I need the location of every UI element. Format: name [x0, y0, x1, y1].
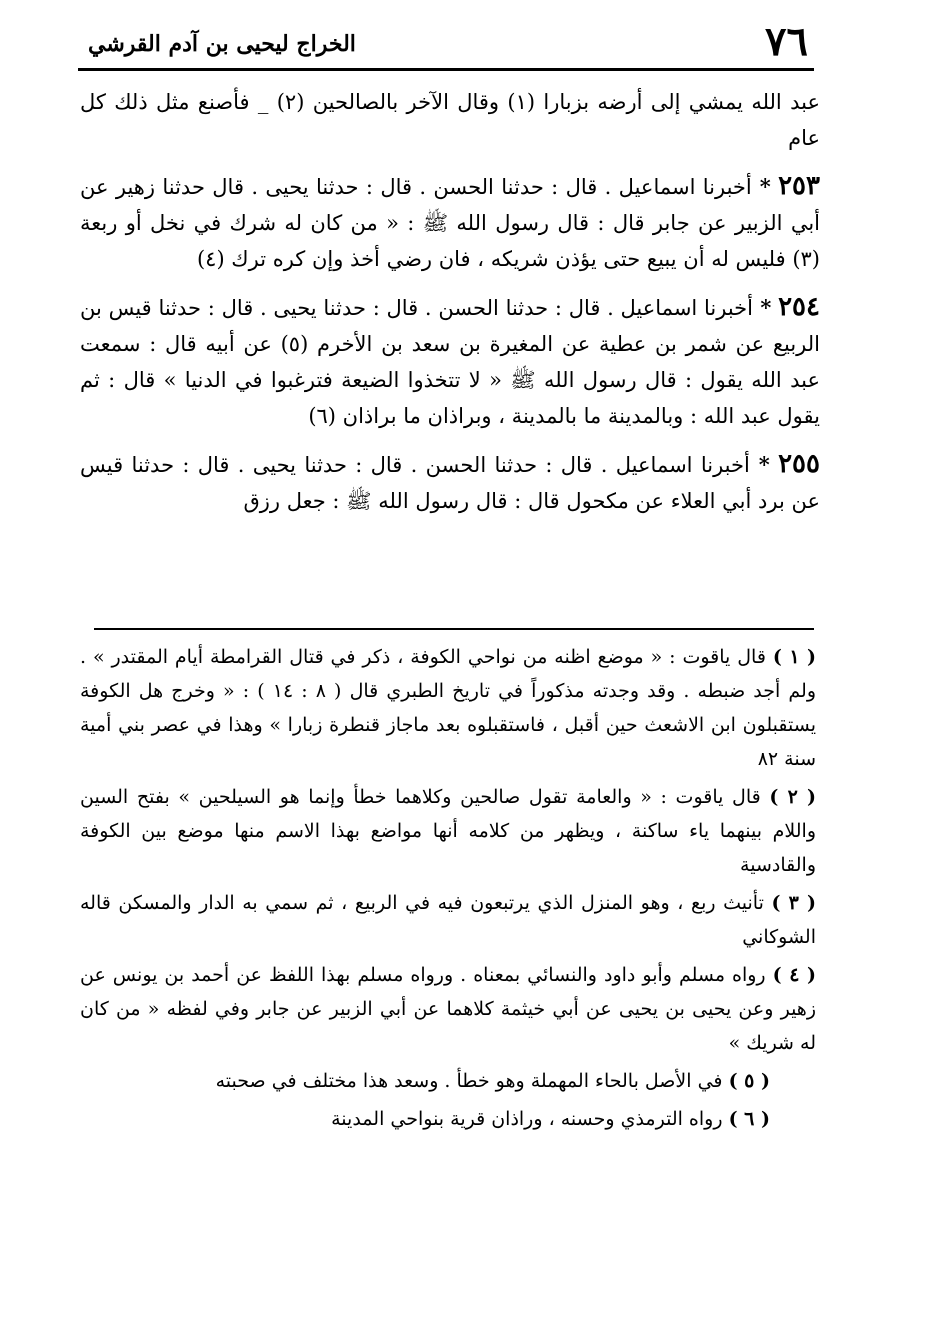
footnote-6 [80, 1102, 816, 1136]
footnote-marker: ( ١ ) [772, 646, 817, 668]
header-rule [78, 68, 814, 71]
hadith-254 [80, 289, 820, 434]
footnote-text: قال ياقوت : « موضع اظنه من نواحي الكوفة ، ذكر في قتال القرامطة أيام المقتدر » . ولم أجد ضبطه . وقد وجدته مذكوراً في تاريخ الطبري قال ( ٨ : ١٤ ) : « وخرج هل الكوفة يستقبلون ابن الاشعث حين أقبل ، فاستقبلوه بعد ماجاز قنطرة زبارا » وهذا في عصر بني أمية سنة ٨٢ [80, 646, 816, 770]
hadith-number: ٢٥٣ [778, 171, 820, 201]
paragraph-text: عبد الله يمشي إلى أرضه بزبارا (١) وقال الآخر بالصالحين (٢) _ فأصنع مثل ذلك كل عام [80, 90, 820, 150]
footnote-marker: ( ٥ ) [728, 1070, 770, 1092]
footnote-text: في الأصل بالحاء المهملة وهو خطأ . وسعد هذا مختلف في صحبته [215, 1070, 723, 1092]
footnote-text: رواه مسلم وأبو داود والنسائي بمعناه . ورواه مسلم بهذا اللفظ عن أحمد بن يونس عن زهير وعن يحيى بن يحيى عن أبي خيثمة كلاهما عن أبي الزبير عن جابر وفي لفظه « من كان له شريك » [80, 964, 816, 1054]
footnote-5 [80, 1064, 816, 1098]
hadith-marker: * [751, 174, 771, 199]
paragraph-continuation [80, 84, 820, 156]
hadith-marker: * [749, 452, 770, 477]
footnote-text: تأنيث ربع ، وهو المنزل الذي يرتبعون فيه في الربيع ، ثم سمي به الدار والمسكن قاله الشوكاني [80, 892, 816, 948]
footnote-4 [80, 958, 816, 1060]
hadith-marker: * [753, 295, 772, 320]
hadith-253 [80, 168, 820, 277]
hadith-text: أخبرنا اسماعيل . قال : حدثنا الحسن . قال : حدثنا يحيى . قال : حدثنا قيس بن الربيع عن شمر بن عطية عن المغيرة بن سعد بن الأخرم (٥) عن أبيه قال : سمعت عبد الله يقول : قال رسول الله ﷺ « لا تتخذوا الضيعة فترغبوا في الدنيا » قال : ثم يقول عبد الله : وبالمدينة ما بالمدينة ، وبراذان ما براذان (٦) [80, 296, 821, 428]
hadith-number: ٢٥٤ [778, 292, 820, 322]
main-text [80, 84, 820, 531]
footnote-2 [80, 780, 816, 882]
hadith-255 [80, 446, 820, 519]
footnote-marker: ( ٦ ) [728, 1108, 770, 1130]
page-header [78, 18, 808, 66]
footnote-1 [80, 640, 816, 776]
footnotes [80, 640, 816, 1140]
footnote-text: قال ياقوت : « والعامة تقول صالحين وكلاهما خطأ وإنما هو السيلحين » بفتح السين واللام بينهما ياء ساكنة ، ويظهر من كلامه أنها مواضع بهذا الاسم منها موضع بين الكوفة والقادسية [80, 786, 816, 876]
footnote-marker: ( ٢ ) [769, 786, 816, 808]
footnote-text: رواه الترمذي وحسنه ، وراذان قرية بنواحي المدينة [331, 1108, 723, 1130]
hadith-number: ٢٥٥ [778, 449, 820, 479]
running-title: الخراج ليحيى بن آدم القرشي [88, 31, 356, 57]
footnote-marker: ( ٣ ) [771, 892, 817, 914]
hadith-text: أخبرنا اسماعيل . قال : حدثنا الحسن . قال : حدثنا يحيى . قال : حدثنا قيس عن برد أبي العلاء عن مكحول قال : قال رسول الله ﷺ : جعل رزق [80, 453, 820, 513]
footnote-marker: ( ٤ ) [772, 964, 816, 986]
hadith-text: أخبرنا اسماعيل . قال : حدثنا الحسن . قال : حدثنا يحيى . قال حدثنا زهير عن أبي الزبير عن جابر قال : قال رسول الله ﷺ : « من كان له شرك في نخل أو ربعة (٣) فليس له أن يبيع حتى يؤذن شريكه ، فان رضي أخذ وإن كره ترك (٤) [80, 175, 820, 271]
footnote-rule [94, 628, 814, 630]
page-number: ٧٦ [765, 18, 808, 65]
footnote-3 [80, 886, 816, 954]
